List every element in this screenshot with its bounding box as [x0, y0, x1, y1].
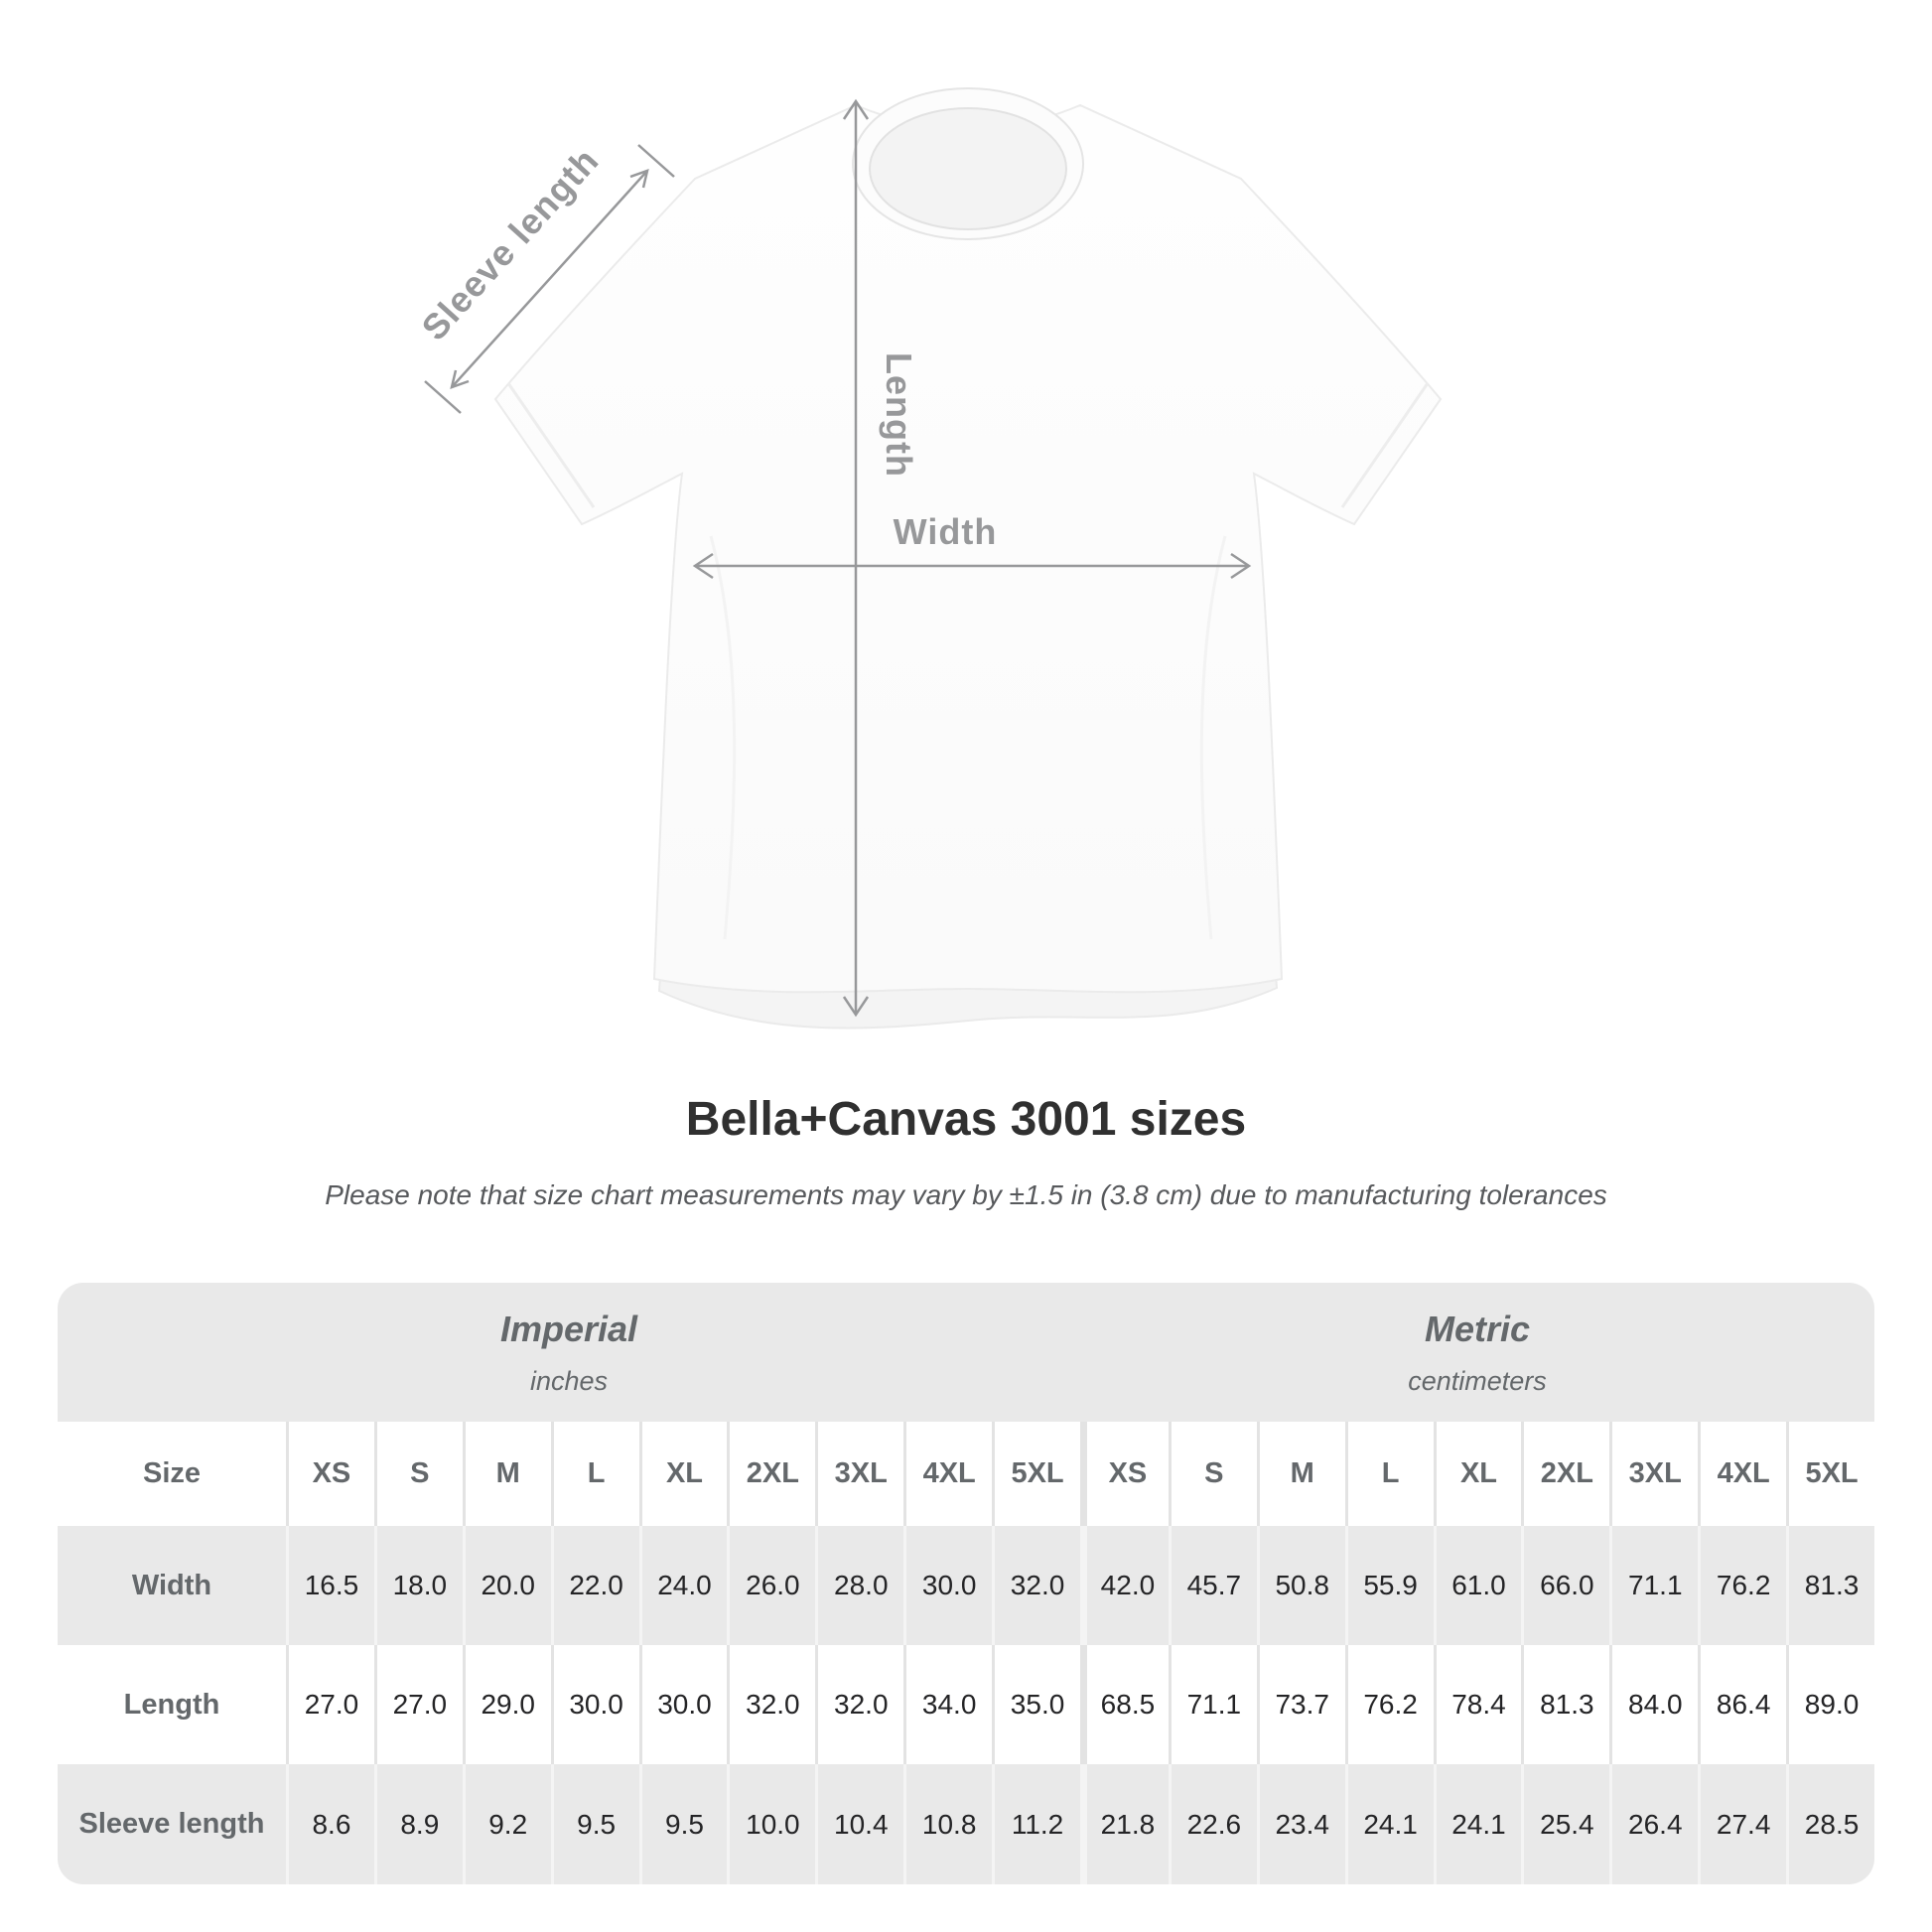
tolerance-note: Please note that size chart measurements may vary by ±1.5 in (3.8 cm) due to manufacturing tolerances — [325, 1179, 1607, 1210]
table-cell: 10.8 — [903, 1764, 992, 1884]
table-cell: 16.5 — [286, 1526, 374, 1645]
table-cell: 30.0 — [551, 1645, 639, 1764]
table-cell: 32.0 — [815, 1645, 903, 1764]
size-col-header: 5XL — [992, 1422, 1080, 1526]
table-cell: 61.0 — [1434, 1526, 1522, 1645]
size-col-header: 4XL — [1698, 1422, 1786, 1526]
table-cell: 27.0 — [286, 1645, 374, 1764]
imperial-label: Imperial — [499, 1308, 638, 1349]
table-cell: 9.5 — [639, 1764, 728, 1884]
table-cell: 73.7 — [1257, 1645, 1345, 1764]
table-cell: 84.0 — [1609, 1645, 1698, 1764]
table-cell: 29.0 — [463, 1645, 551, 1764]
size-table — [58, 1283, 1874, 1884]
table-cell: 28.5 — [1786, 1764, 1874, 1884]
table-cell: 27.4 — [1698, 1764, 1786, 1884]
table-cell: 26.0 — [727, 1526, 815, 1645]
page-title: Bella+Canvas 3001 sizes — [685, 1093, 1247, 1146]
size-col-header: 4XL — [903, 1422, 992, 1526]
table-cell: 20.0 — [463, 1526, 551, 1645]
table-cell: 24.0 — [639, 1526, 728, 1645]
unit-group-metric — [1080, 1283, 1874, 1422]
width-label: Width — [893, 511, 998, 552]
table-cell: 30.0 — [903, 1526, 992, 1645]
table-cell: 24.1 — [1345, 1764, 1434, 1884]
unit-group-imperial — [58, 1283, 1080, 1422]
table-cell: 32.0 — [992, 1526, 1080, 1645]
table-cell: 35.0 — [992, 1645, 1080, 1764]
table-cell: 32.0 — [727, 1645, 815, 1764]
size-col-header: M — [1257, 1422, 1345, 1526]
size-col-header: 5XL — [1786, 1422, 1874, 1526]
size-col-header: 2XL — [1521, 1422, 1609, 1526]
table-cell: 22.6 — [1169, 1764, 1257, 1884]
length-label: Length — [879, 352, 919, 478]
imperial-sublabel: inches — [529, 1365, 609, 1396]
table-cell: 22.0 — [551, 1526, 639, 1645]
table-cell: 76.2 — [1345, 1645, 1434, 1764]
table-cell: 21.8 — [1080, 1764, 1169, 1884]
size-col-header: 3XL — [815, 1422, 903, 1526]
table-cell: 55.9 — [1345, 1526, 1434, 1645]
table-cell: 76.2 — [1698, 1526, 1786, 1645]
table-cell: 30.0 — [639, 1645, 728, 1764]
table-cell: 71.1 — [1609, 1526, 1698, 1645]
table-cell: 24.1 — [1434, 1764, 1522, 1884]
table-cell: 34.0 — [903, 1645, 992, 1764]
collar-opening — [870, 108, 1066, 229]
size-col-header: L — [1345, 1422, 1434, 1526]
table-cell: 66.0 — [1521, 1526, 1609, 1645]
table-cell: 10.4 — [815, 1764, 903, 1884]
size-col-header: 3XL — [1609, 1422, 1698, 1526]
table-cell: 26.4 — [1609, 1764, 1698, 1884]
size-col-header: S — [1169, 1422, 1257, 1526]
size-col-header: XS — [1080, 1422, 1169, 1526]
table-cell: 45.7 — [1169, 1526, 1257, 1645]
sleeve-length-label: Sleeve length — [413, 139, 607, 348]
table-cell: 81.3 — [1521, 1645, 1609, 1764]
table-cell: 28.0 — [815, 1526, 903, 1645]
metric-sublabel: centimeters — [1408, 1365, 1547, 1396]
table-cell: 18.0 — [374, 1526, 463, 1645]
table-cell: 86.4 — [1698, 1645, 1786, 1764]
table-cell: 81.3 — [1786, 1526, 1874, 1645]
table-cell: 8.9 — [374, 1764, 463, 1884]
table-cell: 9.2 — [463, 1764, 551, 1884]
table-cell: 10.0 — [727, 1764, 815, 1884]
size-col-header: S — [374, 1422, 463, 1526]
table-cell: 42.0 — [1080, 1526, 1169, 1645]
row-label: Length — [58, 1645, 286, 1764]
metric-label: Metric — [1424, 1308, 1530, 1349]
table-cell: 11.2 — [992, 1764, 1080, 1884]
table-cell: 78.4 — [1434, 1645, 1522, 1764]
table-cell: 50.8 — [1257, 1526, 1345, 1645]
size-col-header: M — [463, 1422, 551, 1526]
table-cell: 89.0 — [1786, 1645, 1874, 1764]
table-cell: 25.4 — [1521, 1764, 1609, 1884]
row-label: Sleeve length — [78, 1808, 265, 1840]
size-col-header: 2XL — [727, 1422, 815, 1526]
table-cell: 68.5 — [1080, 1645, 1169, 1764]
row-label: Width — [131, 1569, 212, 1601]
table-cell: 8.6 — [286, 1764, 374, 1884]
size-col-header: XL — [639, 1422, 728, 1526]
corner-header: Size — [58, 1422, 286, 1526]
size-col-header: XS — [286, 1422, 374, 1526]
table-cell: 23.4 — [1257, 1764, 1345, 1884]
size-col-header: XL — [1434, 1422, 1522, 1526]
table-cell: 71.1 — [1169, 1645, 1257, 1764]
size-col-header: L — [551, 1422, 639, 1526]
table-cell: 9.5 — [551, 1764, 639, 1884]
table-cell: 27.0 — [374, 1645, 463, 1764]
